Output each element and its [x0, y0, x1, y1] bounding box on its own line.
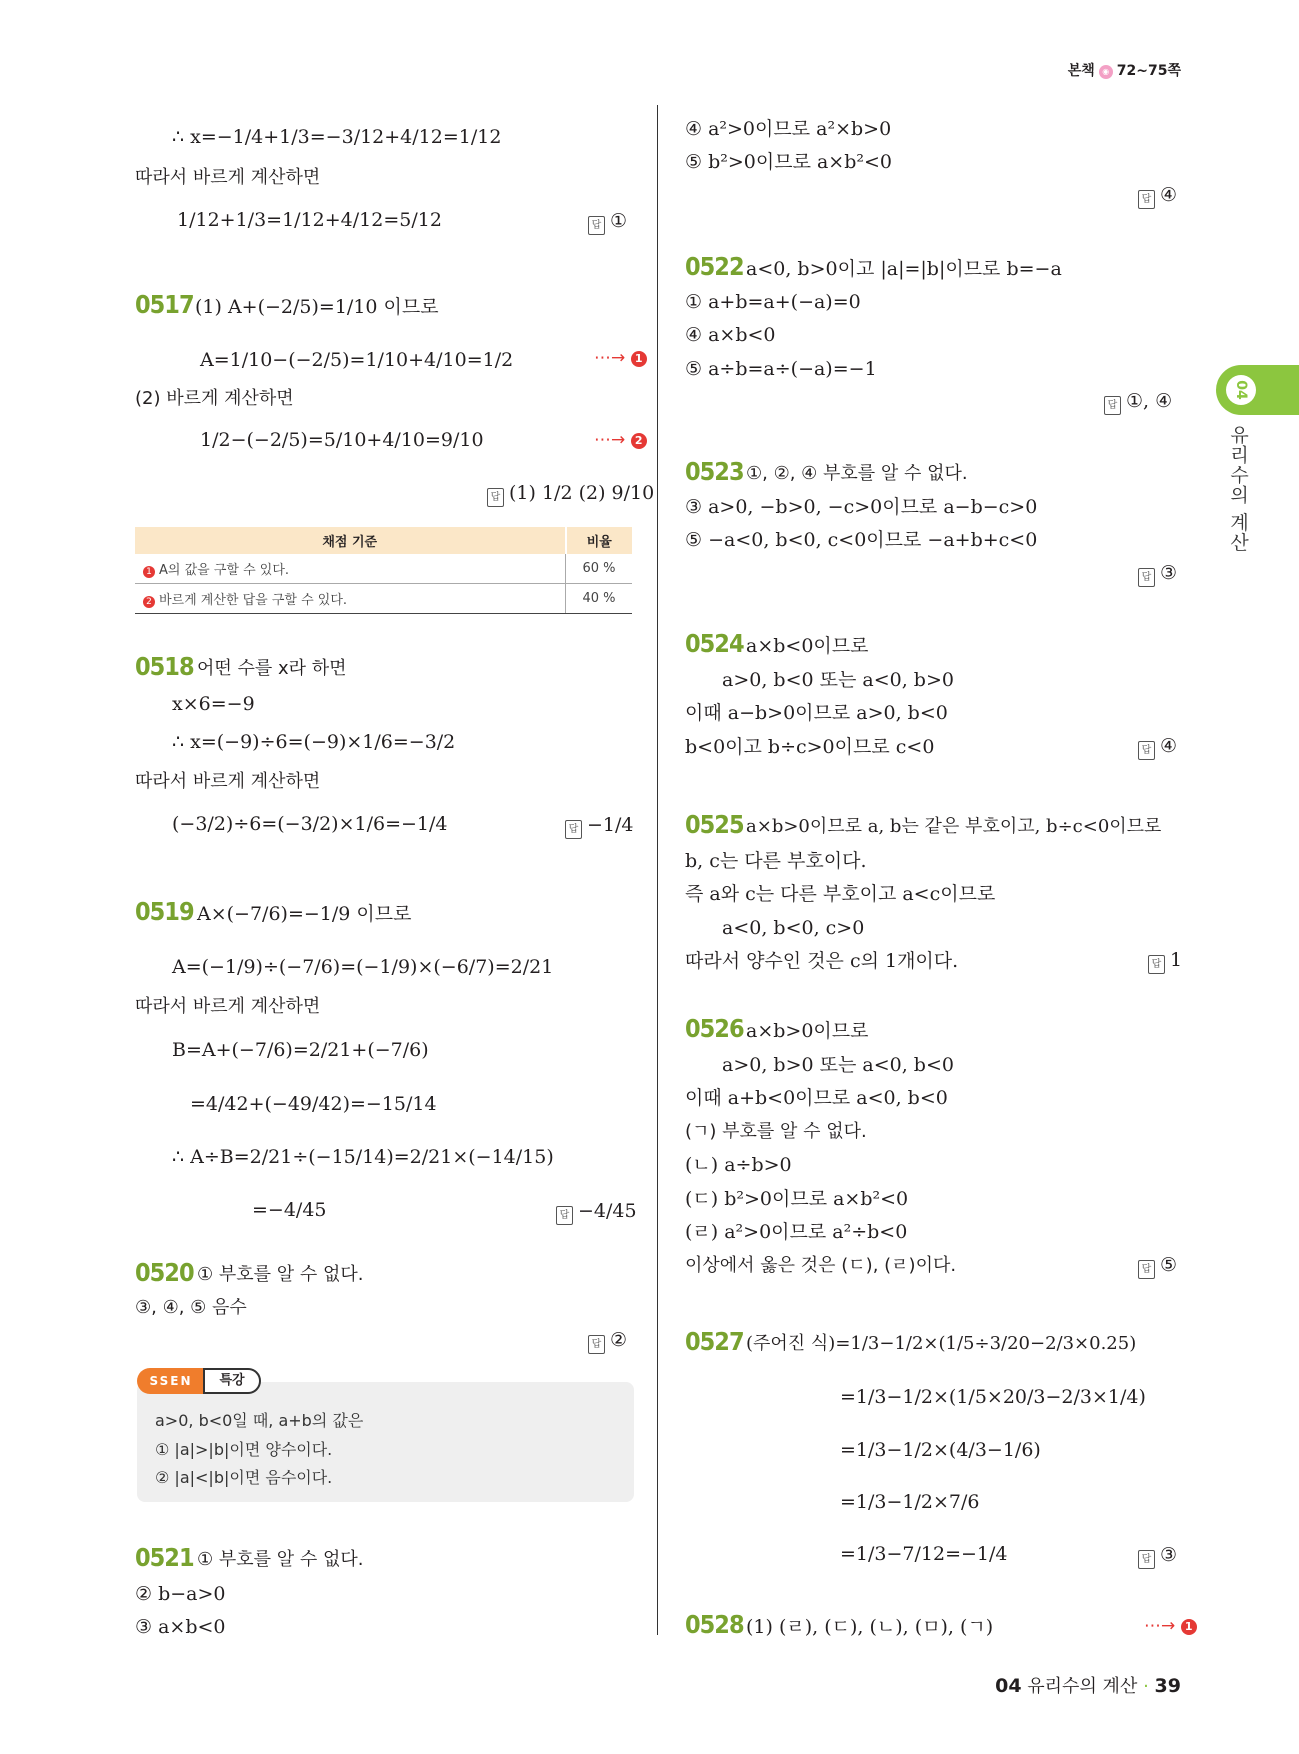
equation-line: =1/3−7/12=−1/4: [840, 1543, 1008, 1565]
table-header: 채점 기준: [135, 527, 566, 554]
equation-line: a>0, b<0 또는 a<0, b>0: [722, 669, 954, 691]
tip-line: ② |a|<|b|이면 음수이다.: [155, 1468, 333, 1487]
equation-line: ④ a²>0이므로 a²×b>0: [685, 118, 892, 140]
criterion-text: A의 값을 구할 수 있다.: [159, 563, 290, 578]
equation-line: (1) A+(−2/5)=1/10 이므로: [195, 296, 439, 318]
answer: [565, 814, 634, 839]
answer: [1138, 735, 1177, 760]
answer-value: ①: [610, 210, 628, 232]
step-number: 2: [143, 596, 155, 608]
equation-line: 즉 a와 c는 다른 부호이고 a<c이므로: [685, 883, 996, 905]
table-cell: [135, 584, 566, 614]
equation-line: 이때 a+b<0이므로 a<0, b<0: [685, 1087, 948, 1109]
equation-line: ③ a×b<0: [135, 1616, 226, 1638]
equation-line: ① a+b=a+(−a)=0: [685, 291, 861, 313]
answer: [588, 1329, 627, 1354]
equation-line: =1/3−1/2×7/6: [840, 1491, 980, 1513]
problem-number: 0525: [685, 810, 744, 839]
answer-label-icon: 답: [588, 216, 605, 235]
text-line: 이상에서 옳은 것은 (ㄷ), (ㄹ)이다.: [685, 1255, 957, 1276]
equation-line: (ㄷ) b²>0이므로 a×b²<0: [685, 1188, 909, 1210]
table-row: [135, 554, 632, 584]
page-header: [1068, 60, 1181, 80]
answer: [588, 210, 627, 235]
problem-number: 0520: [135, 1258, 194, 1287]
problem-number: 0519: [135, 897, 194, 926]
text-line: ③, ④, ⑤ 음수: [135, 1297, 247, 1318]
problem-number: 0522: [685, 252, 744, 281]
equation-line: ⑤ −a<0, b<0, c<0이므로 −a+b+c<0: [685, 529, 1038, 551]
answer-value: −1/4: [587, 814, 634, 836]
equation-line: A×(−7/6)=−1/9 이므로: [197, 903, 412, 925]
answer: [1138, 562, 1177, 587]
equation-line: ∴ x=(−9)÷6=(−9)×1/6=−3/2: [172, 731, 456, 753]
equation-line: =1/3−1/2×(1/5×20/3−2/3×1/4): [840, 1386, 1146, 1408]
equation-line: =4/42+(−49/42)=−15/14: [190, 1093, 437, 1115]
problem-number: 0518: [135, 652, 194, 681]
equation-line: ∴ A÷B=2/21÷(−15/14)=2/21×(−14/15): [172, 1146, 554, 1168]
problem-number: 0528: [685, 1610, 744, 1639]
footer-chapter-number: 04: [995, 1675, 1022, 1697]
ssen-sublabel: 특강: [203, 1368, 261, 1394]
book-icon: ◉: [1099, 65, 1113, 79]
criterion-text: 바르게 계산한 답을 구할 수 있다.: [159, 593, 348, 608]
chapter-number-badge: 04: [1226, 375, 1256, 405]
answer: [1138, 1544, 1177, 1569]
equation-line: ⑤ b²>0이므로 a×b²<0: [685, 151, 892, 173]
table-header-row: [135, 527, 632, 554]
problem-number: 0517: [135, 290, 194, 319]
answer-label-icon: 답: [487, 488, 504, 507]
answer-value: ④: [1160, 184, 1178, 206]
text-line: 따라서 바르게 계산하면: [135, 771, 321, 792]
table-header: 비율: [566, 527, 633, 554]
answer-label-icon: 답: [565, 820, 582, 839]
equation-line: 이때 a−b>0이므로 a>0, b<0: [685, 702, 948, 724]
step-marker: ⋯→ 1: [594, 348, 647, 368]
tip-line: ① |a|>|b|이면 양수이다.: [155, 1440, 333, 1459]
equation-line: a>0, b>0 또는 a<0, b<0: [722, 1054, 954, 1076]
step-marker: ⋯→ 1: [1144, 1616, 1197, 1636]
text-line: (2) 바르게 계산하면: [135, 388, 294, 409]
equation-line: b, c는 다른 부호이다.: [685, 850, 867, 872]
equation-line: ③ a>0, −b>0, −c>0이므로 a−b−c>0: [685, 496, 1038, 518]
answer: [1148, 949, 1182, 974]
answer: [1138, 184, 1177, 209]
table-cell: 60 %: [566, 554, 633, 584]
answer-value: ⑤: [1160, 1254, 1178, 1276]
answer-value: ③: [1160, 562, 1178, 584]
table-row: [135, 584, 632, 614]
text-line: 따라서 바르게 계산하면: [135, 167, 321, 188]
equation-line: 1/12+1/3=1/12+4/12=5/12: [177, 209, 442, 231]
step-number: 2: [631, 433, 647, 449]
equation-line: a<0, b<0, c>0: [722, 917, 865, 939]
equation-line: 1/2−(−2/5)=5/10+4/10=9/10: [200, 429, 484, 451]
table-cell: [135, 554, 566, 584]
ssen-label: SSEN: [137, 1368, 205, 1394]
answer-value: (1) 1/2 (2) 9/10: [509, 482, 655, 504]
equation-line: a×b>0이므로: [746, 1020, 869, 1042]
equation-line: ④ a×b<0: [685, 324, 776, 346]
answer-label-icon: 답: [1104, 396, 1121, 415]
answer-label-icon: 답: [1138, 741, 1155, 760]
step-number: 1: [1181, 1619, 1197, 1635]
answer: [487, 482, 654, 507]
equation-line: (주어진 식)=1/3−1/2×(1/5÷3/20−2/3×0.25): [746, 1333, 1137, 1354]
equation-line: B=A+(−7/6)=2/21+(−7/6): [172, 1039, 429, 1061]
equation-line: ∴ x=−1/4+1/3=−3/12+4/12=1/12: [172, 126, 502, 148]
text-line: 어떤 수를 x라 하면: [197, 658, 347, 679]
answer: [1138, 1254, 1177, 1279]
header-book-label: 본책: [1067, 63, 1095, 79]
equation-line: b<0이고 b÷c>0이므로 c<0: [685, 736, 935, 758]
answer-value: −4/45: [578, 1200, 637, 1222]
equation-line: A=1/10−(−2/5)=1/10+4/10=1/2: [200, 349, 514, 371]
equation-line: ② b−a>0: [135, 1583, 226, 1605]
answer: [1104, 390, 1172, 415]
equation-line: a<0, b>0이고 |a|=|b|이므로 b=−a: [746, 258, 1062, 280]
text-line: ① 부호를 알 수 없다.: [197, 1264, 364, 1285]
answer-value: ②: [610, 1329, 628, 1351]
table-cell: 40 %: [566, 584, 633, 614]
answer-label-icon: 답: [1138, 1550, 1155, 1569]
answer-label-icon: 답: [588, 1335, 605, 1354]
answer-label-icon: 답: [556, 1206, 573, 1225]
answer-value: ③: [1160, 1544, 1178, 1566]
problem-number: 0527: [685, 1327, 744, 1356]
equation-line: (ㄴ) a÷b>0: [685, 1154, 792, 1176]
answer-value: 1: [1170, 949, 1183, 971]
step-number: 1: [631, 351, 647, 367]
problem-number: 0526: [685, 1014, 744, 1043]
chapter-side-tab: [1216, 365, 1299, 415]
text-line: ①, ②, ④ 부호를 알 수 없다.: [746, 463, 968, 484]
equation-line: A=(−1/9)÷(−7/6)=(−1/9)×(−6/7)=2/21: [172, 956, 554, 978]
answer-value: ①, ④: [1126, 390, 1173, 412]
answer-label-icon: 답: [1148, 955, 1165, 974]
tip-line: a>0, b<0일 때, a+b의 값은: [155, 1411, 364, 1430]
text-line: ① 부호를 알 수 없다.: [197, 1549, 364, 1570]
page-footer: 04 유리수의 계산 · 39: [995, 1675, 1181, 1697]
answer: [556, 1200, 637, 1225]
answer-label-icon: 답: [1138, 568, 1155, 587]
equation-line: x×6=−9: [172, 693, 255, 715]
text-line: 따라서 바르게 계산하면: [135, 996, 321, 1017]
step-marker: ⋯→ 2: [594, 430, 647, 450]
step-number: 1: [143, 566, 155, 578]
footer-chapter-title: 유리수의 계산: [1027, 1676, 1138, 1697]
answer-label-icon: 답: [1138, 1260, 1155, 1279]
problem-number: 0521: [135, 1543, 194, 1572]
scoring-table: [135, 527, 632, 614]
equation-line: =1/3−1/2×(4/3−1/6): [840, 1439, 1041, 1461]
header-page-range: 72~75쪽: [1116, 63, 1181, 79]
problem-number: 0524: [685, 629, 744, 658]
equation-line: =−4/45: [252, 1199, 327, 1221]
equation-line: (ㄹ) a²>0이므로 a²÷b<0: [685, 1221, 908, 1243]
equation-line: a×b>0이므로 a, b는 같은 부호이고, b÷c<0이므로: [746, 816, 1162, 837]
answer-value: ④: [1160, 735, 1178, 757]
equation-line: 따라서 양수인 것은 c의 1개이다.: [685, 950, 959, 972]
answer-label-icon: 답: [1138, 190, 1155, 209]
equation-line: a×b<0이므로: [746, 635, 869, 657]
column-divider: [657, 105, 658, 1635]
text-line: (ㄱ) 부호를 알 수 없다.: [685, 1121, 867, 1142]
page-number: 39: [1154, 1675, 1181, 1697]
problem-number: 0523: [685, 457, 744, 486]
equation-line: (−3/2)÷6=(−3/2)×1/6=−1/4: [172, 813, 448, 835]
equation-line: ⑤ a÷b=a÷(−a)=−1: [685, 358, 877, 380]
equation-line: (1) (ㄹ), (ㄷ), (ㄴ), (ㅁ), (ㄱ): [746, 1616, 994, 1638]
chapter-side-title: 유리수의 계산: [1227, 425, 1249, 553]
